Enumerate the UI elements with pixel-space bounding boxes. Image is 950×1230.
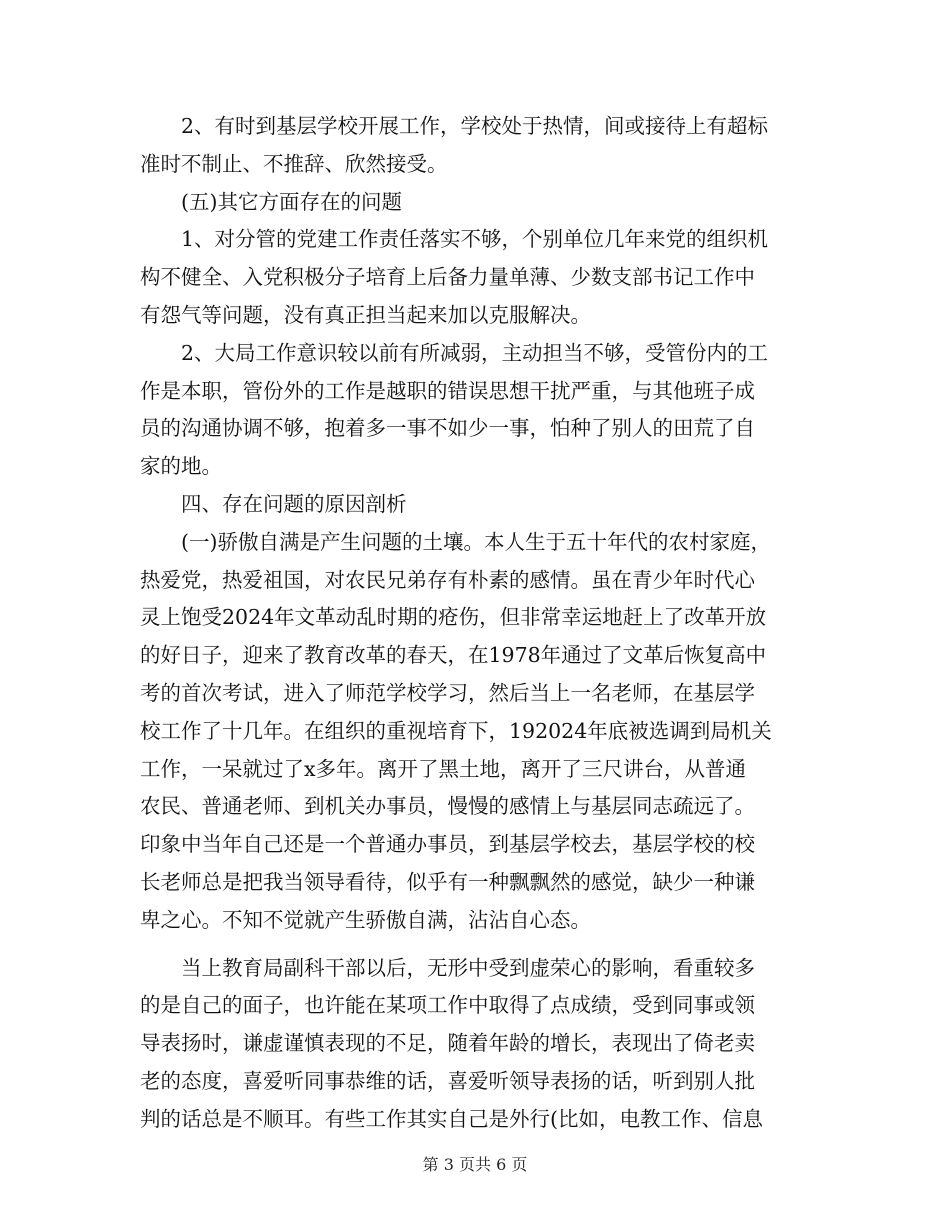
text-line: 2、大局工作意识较以前有所减弱，主动担当不够，受管份内的工 bbox=[140, 340, 769, 365]
text-line: 构不健全、入党积极分子培育上后备力量单薄、少数支部书记工作中 bbox=[140, 265, 755, 290]
text-line: 家的地。 bbox=[140, 454, 222, 479]
text-line: 灵上饱受2024年文革动乱时期的疮伤，但非常幸运地赶上了改革开放 bbox=[140, 605, 767, 630]
section-heading: (五)其它方面存在的问题 bbox=[140, 189, 402, 214]
text-line: 当上教育局副科干部以后，无形中受到虚荣心的影响，看重较多 bbox=[140, 955, 755, 980]
text-line: 工作，一呆就过了x多年。离开了黑土地，离开了三尺讲台，从普通 bbox=[140, 756, 747, 781]
text-line: 考的首次考试，进入了师范学校学习，然后当上一名老师，在基层学 bbox=[140, 680, 755, 705]
text-line: 准时不制止、不推辞、欣然接受。 bbox=[140, 151, 448, 176]
text-line: (一)骄傲自满是产生问题的土壤。本人生于五十年代的农村家庭， bbox=[140, 529, 771, 554]
text-line: 卑之心。不知不觉就产生骄傲自满，沾沾自心态。 bbox=[140, 907, 591, 932]
text-line: 作是本职，管份外的工作是越职的错误思想干扰严重，与其他班子成 bbox=[140, 378, 755, 403]
text-line: 老的态度，喜爱听同事恭维的话，喜爱听领导表扬的话，听到别人批 bbox=[140, 1068, 755, 1093]
text-line: 有怨气等问题，没有真正担当起来加以克服解决。 bbox=[140, 302, 591, 327]
text-line: 1、对分管的党建工作责任落实不够，个别单位几年来党的组织机 bbox=[140, 227, 769, 252]
text-line: 的好日子，迎来了教育改革的春天，在1978年通过了文革后恢复高中 bbox=[140, 643, 767, 668]
body-text bbox=[140, 108, 812, 1139]
page-footer: 第 3 页共 6 页 bbox=[422, 1155, 528, 1174]
text-line: 员的沟通协调不够，抱着多一事不如少一事，怕种了别人的田荒了自 bbox=[140, 416, 755, 441]
text-line: 的是自己的面子，也许能在某项工作中取得了点成绩，受到同事或领 bbox=[140, 993, 755, 1018]
text-line: 导表扬时，谦虚谨慎表现的不足，随着年龄的增长，表现出了倚老卖 bbox=[140, 1031, 755, 1056]
text-line: 印象中当年自己还是一个普通办事员，到基层学校去，基层学校的校 bbox=[140, 832, 755, 857]
section-heading: 四、存在问题的原因剖析 bbox=[140, 491, 407, 516]
text-line: 判的话总是不顺耳。有些工作其实自己是外行(比如，电教工作、信息 bbox=[140, 1106, 763, 1131]
text-line: 农民、普通老师、到机关办事员，慢慢的感情上与基层同志疏远了。 bbox=[140, 794, 755, 819]
text-line: 热爱党，热爱祖国，对农民兄弟存有朴素的感情。虽在青少年时代心 bbox=[140, 567, 755, 592]
text-line: 2、有时到基层学校开展工作，学校处于热情，间或接待上有超标 bbox=[140, 114, 769, 138]
text-line: 长老师总是把我当领导看待，似乎有一种飘飘然的感觉，缺少一种谦 bbox=[140, 869, 755, 894]
text-line: 校工作了十几年。在组织的重视培育下，192024年底被选调到局机关 bbox=[140, 718, 772, 743]
